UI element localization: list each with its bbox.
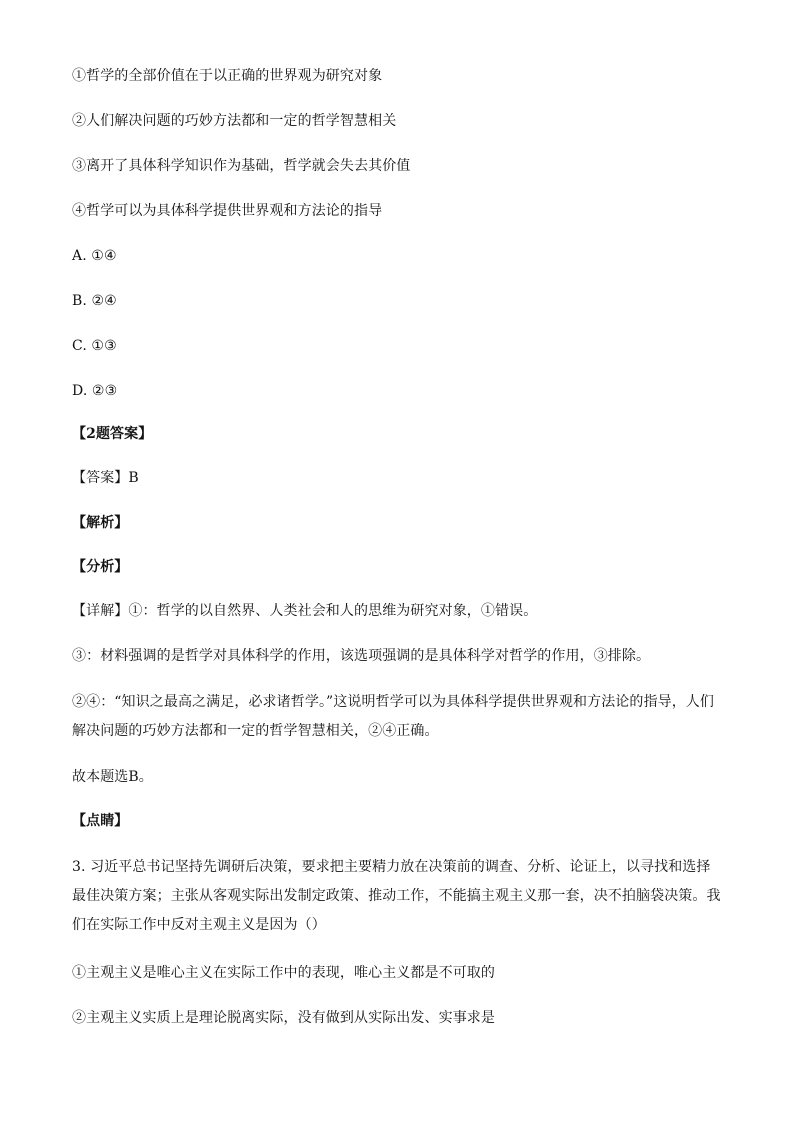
fenxi-heading: 【分析】 [72, 559, 129, 575]
q3-statement-2: ②主观主义实质上是理论脱离实际，没有做到从实际出发、实事求是 [72, 1010, 495, 1026]
q3-statement-1: ①主观主义是唯心主义在实际工作中的表现，唯心主义都是不可取的 [72, 965, 495, 981]
dianjing-heading: 【点睛】 [72, 813, 129, 829]
answer-section-heading: 【2题答案】 [72, 426, 153, 442]
q2-option-a: A. ①④ [72, 248, 117, 264]
answer-line: 【答案】B [72, 470, 139, 486]
conclusion-line: 故本题选B。 [72, 769, 153, 785]
q2-statement-1: ①哲学的全部价值在于以正确的世界观为研究对象 [72, 68, 383, 84]
q2-option-c: C. ①③ [72, 338, 117, 354]
q3-stem: 3. 习近平总书记坚持先调研后决策，要求把主要精力放在决策前的调查、分析、论证上，以寻找和选择最佳决策方案；主张从客观实际出发制定政策、推动工作，不能搞主观主义那一套，决不拍脑袋决策。我们在实际工作中反对主观主义是因为（） [72, 859, 721, 933]
detail-paragraph-2: ③：材料强调的是哲学对具体科学的作用，该选项强调的是具体科学对哲学的作用，③排除。 [72, 648, 651, 664]
q2-option-b: B. ②④ [72, 293, 117, 309]
q2-statement-4: ④哲学可以为具体科学提供世界观和方法论的指导 [72, 203, 383, 219]
q2-statement-2: ②人们解决问题的巧妙方法都和一定的哲学智慧相关 [72, 113, 397, 129]
detail-paragraph-1: 【详解】①：哲学的以自然界、人类社会和人的思维为研究对象，①错误。 [72, 603, 538, 619]
detail-paragraph-3: ②④：“知识之最高之满足，必求诸哲学。”这说明哲学可以为具体科学提供世界观和方法论的指导，人们解决问题的巧妙方法都和一定的哲学智慧相关，②④正确。 [72, 694, 715, 739]
analysis-heading: 【解析】 [72, 515, 129, 531]
q2-statement-3: ③离开了具体科学知识作为基础，哲学就会失去其价值 [72, 158, 411, 174]
q2-option-d: D. ②③ [72, 383, 118, 399]
